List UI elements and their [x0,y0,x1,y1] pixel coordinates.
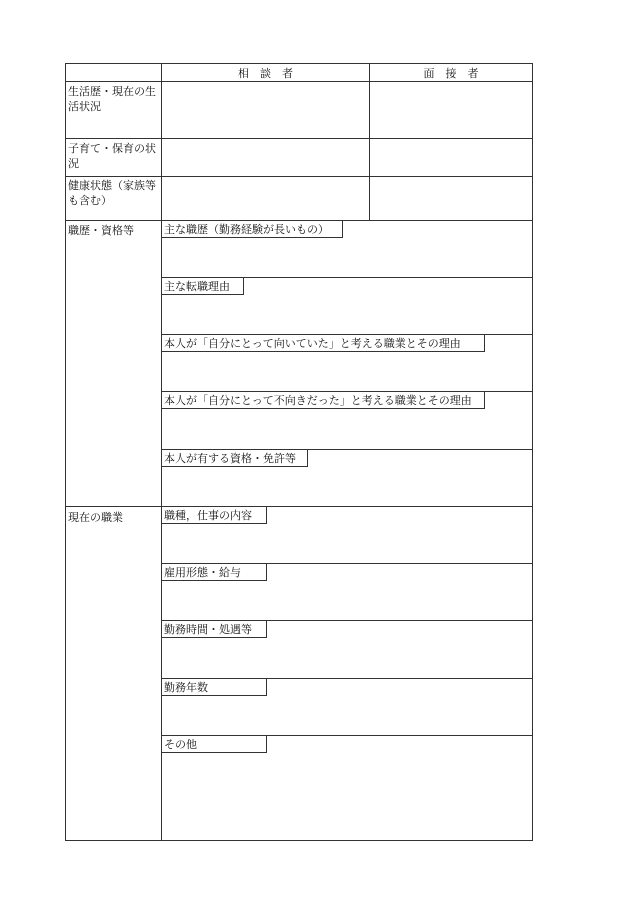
consultant-header: 相 談 者 [238,67,293,80]
field-label-employment: 雇用形態・給与 [161,564,267,581]
field-label-years: 勤務年数 [161,679,267,696]
field-label-qualifications: 本人が有する資格・免許等 [161,450,308,467]
field-label-occupation: 職種，仕事の内容 [161,507,267,524]
row-label-current-job: 現在の職業 [68,511,123,524]
row-label-childcare: 子育て・保育の状況 [68,142,156,170]
border-left [65,63,66,841]
row-label-health: 健康状態（家族等も含む） [68,179,156,207]
row-label-career: 職歴・資格等 [68,224,134,237]
border-right [532,63,533,841]
row-line-career [65,506,533,507]
row-line-childcare [65,176,533,177]
field-label-main-career: 主な職歴（勤務経験が長いもの） [161,221,343,238]
interviewer-column-divider [369,63,370,220]
header-row-line [65,81,533,82]
field-label-unsuited-job: 本人が「自分にとって不向きだった」と考える職業とその理由 [161,392,485,409]
field-label-job-change-reason: 主な転職理由 [161,278,244,295]
border-top [65,63,533,64]
row-label-life-history: 生活歴・現在の生活状況 [68,85,156,113]
interviewer-header: 面 接 者 [423,67,479,80]
border-bottom [65,840,533,841]
row-line-life [65,138,533,139]
field-label-other: その他 [161,736,267,753]
field-label-suited-job: 本人が「自分にとって向いていた」と考える職業とその理由 [161,335,485,352]
field-label-hours: 勤務時間・処遇等 [161,621,267,638]
